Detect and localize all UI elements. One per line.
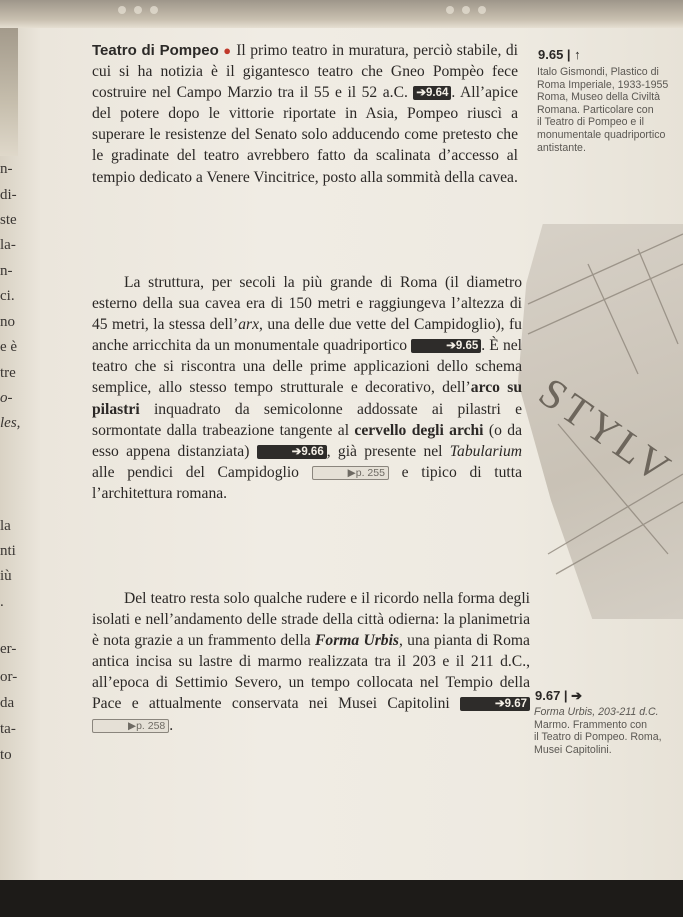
bold-term: Forma Urbis	[315, 632, 399, 650]
paragraph-text: La struttura, per secoli la più grande di Roma (il diametro esterno della sua cavea era di 150 metri e raggiungeva l’altezza di 45 metri, la stessa dell’	[92, 274, 522, 334]
photo-detail	[478, 6, 486, 14]
caption-number-9-67: 9.67 | ➔	[535, 688, 583, 703]
caption-line: Romana. Particolare con	[537, 103, 654, 116]
figure-ref-9-65[interactable]: ➔9.65	[411, 339, 481, 353]
caption-line: Forma Urbis, 203-211 d.C.	[534, 706, 659, 718]
forma-urbis-engraving	[518, 224, 683, 619]
left-fragment: tre	[0, 365, 16, 381]
left-fragment: di-	[0, 187, 17, 203]
page-ref-258[interactable]: ▶p. 258	[92, 719, 169, 733]
bullet-icon: ●	[223, 43, 232, 58]
paragraph-text: Il primo teatro in muratura, perciò stabile, di cui si ha notizia è il gigantesco teatro che Gneo Pompèo fece costruire nel Campo Marzio tra il 55 e il 52 a.C.	[92, 42, 518, 102]
left-fragment: or-	[0, 669, 18, 685]
left-fragment: ci.	[0, 288, 15, 304]
paragraph-text: e tipico di tutta l’architettura romana.	[92, 463, 523, 502]
italic-term: Tabularium	[449, 442, 523, 460]
paragraph-text: (o da esso appena distanziata)	[92, 421, 522, 460]
left-fragment: .	[0, 594, 4, 610]
italic-term: arx	[238, 316, 260, 334]
paragraph-text: , già presente nel	[326, 442, 450, 460]
section-heading: Teatro di Pompeo	[92, 42, 219, 59]
paragraph-text: . All’apice del potere dopo le vittorie riportate in Asia, Pompeo riuscì a superare le resistenze del Senato solo adducendo come pretesto che le gradinate del teatro avrebbero fatto da scalinata d’accesso al tempio dedicato a Venere Vincitrice, posto alla sommità della cavea.	[92, 84, 518, 186]
left-fragment: n-	[0, 161, 13, 177]
paragraph-text: Del teatro resta solo qualche rudere e il ricordo nella forma degli isolati e nell’andamento delle strade della città odierna: la planimetria è nota grazie a un frammento della	[92, 590, 530, 650]
paragraph-text: , una pianta di Roma antica incisa su lastre di marmo realizzata tra il 203 e il 211 d.C., all’epoca di Settimio Severo, un tempo collocata nel Tempio della Pace e attualmente conservata nei Musei Capitolini	[92, 632, 530, 713]
paragraph-text: inquadrato da semicolonne addossate ai pilastri e sormontate dalla trabeazione tangente al	[92, 400, 522, 439]
caption-line: Roma Imperiale, 1933-1955	[537, 78, 669, 91]
photo-strip-top	[0, 0, 683, 28]
left-fragment: la	[0, 518, 11, 534]
paragraph-remains	[92, 588, 530, 736]
left-fragment: e è	[0, 339, 18, 355]
page-ref-255[interactable]: ▶p. 255	[312, 466, 389, 480]
paragraph-intro	[92, 40, 518, 188]
figure-ref-9-64[interactable]: ➔9.64	[413, 86, 451, 100]
paragraph-text: .	[169, 716, 174, 734]
photo-detail	[462, 6, 470, 14]
bold-term: cervello degli archi	[354, 421, 484, 439]
left-fragment: ta-	[0, 721, 16, 737]
left-fragment: la-	[0, 237, 16, 253]
figure-ref-9-67[interactable]: ➔9.67	[460, 697, 530, 711]
caption-line: Roma, Museo della Civiltà	[537, 91, 661, 104]
bold-term: arco su pilastri	[92, 379, 523, 418]
caption-line: antistante.	[537, 141, 586, 154]
caption-number-9-65: 9.65 | ↑	[538, 47, 581, 62]
left-fragment: no	[0, 314, 15, 330]
left-fragment: da	[0, 695, 15, 711]
left-fragment: n-	[0, 263, 13, 279]
photo-strip-left	[0, 28, 18, 156]
left-fragment: iù	[0, 568, 12, 584]
caption-9-65	[537, 66, 683, 154]
paragraph-structure	[92, 272, 522, 504]
left-fragment: nti	[0, 543, 16, 559]
paragraph-text: . È nel teatro che si riscontra una delle prime applicazioni dello schema semplice, allo stesso tempo strutturale e decorativo, dell’	[92, 337, 522, 397]
photo-detail	[446, 6, 454, 14]
photo-detail	[118, 6, 126, 14]
left-fragment: les,	[0, 415, 21, 431]
caption-line: monumentale quadriportico	[537, 128, 666, 141]
left-fragment: er-	[0, 641, 17, 657]
figure-ref-9-66[interactable]: ➔9.66	[257, 445, 327, 459]
left-fragment: o-	[0, 390, 13, 406]
photo-detail	[134, 6, 142, 14]
photo-detail	[150, 6, 158, 14]
inscription-text: STYLV	[530, 369, 681, 495]
left-fragment: ste	[0, 212, 17, 228]
paragraph-text: alle pendici del Campidoglio	[92, 463, 312, 481]
caption-line: Musei Capitolini.	[534, 743, 612, 756]
left-fragment: to	[0, 747, 12, 763]
caption-line: Marmo. Frammento con	[534, 718, 648, 731]
paragraph-text: , una delle due vette del Campidoglio), fu anche arricchita da un monumentale quadriportico	[92, 316, 522, 355]
caption-9-67	[534, 706, 683, 756]
caption-line: Italo Gismondi, Plastico di	[537, 66, 659, 78]
caption-line: il Teatro di Pompeo e il	[537, 116, 644, 129]
caption-line: il Teatro di Pompeo. Roma,	[534, 731, 662, 744]
